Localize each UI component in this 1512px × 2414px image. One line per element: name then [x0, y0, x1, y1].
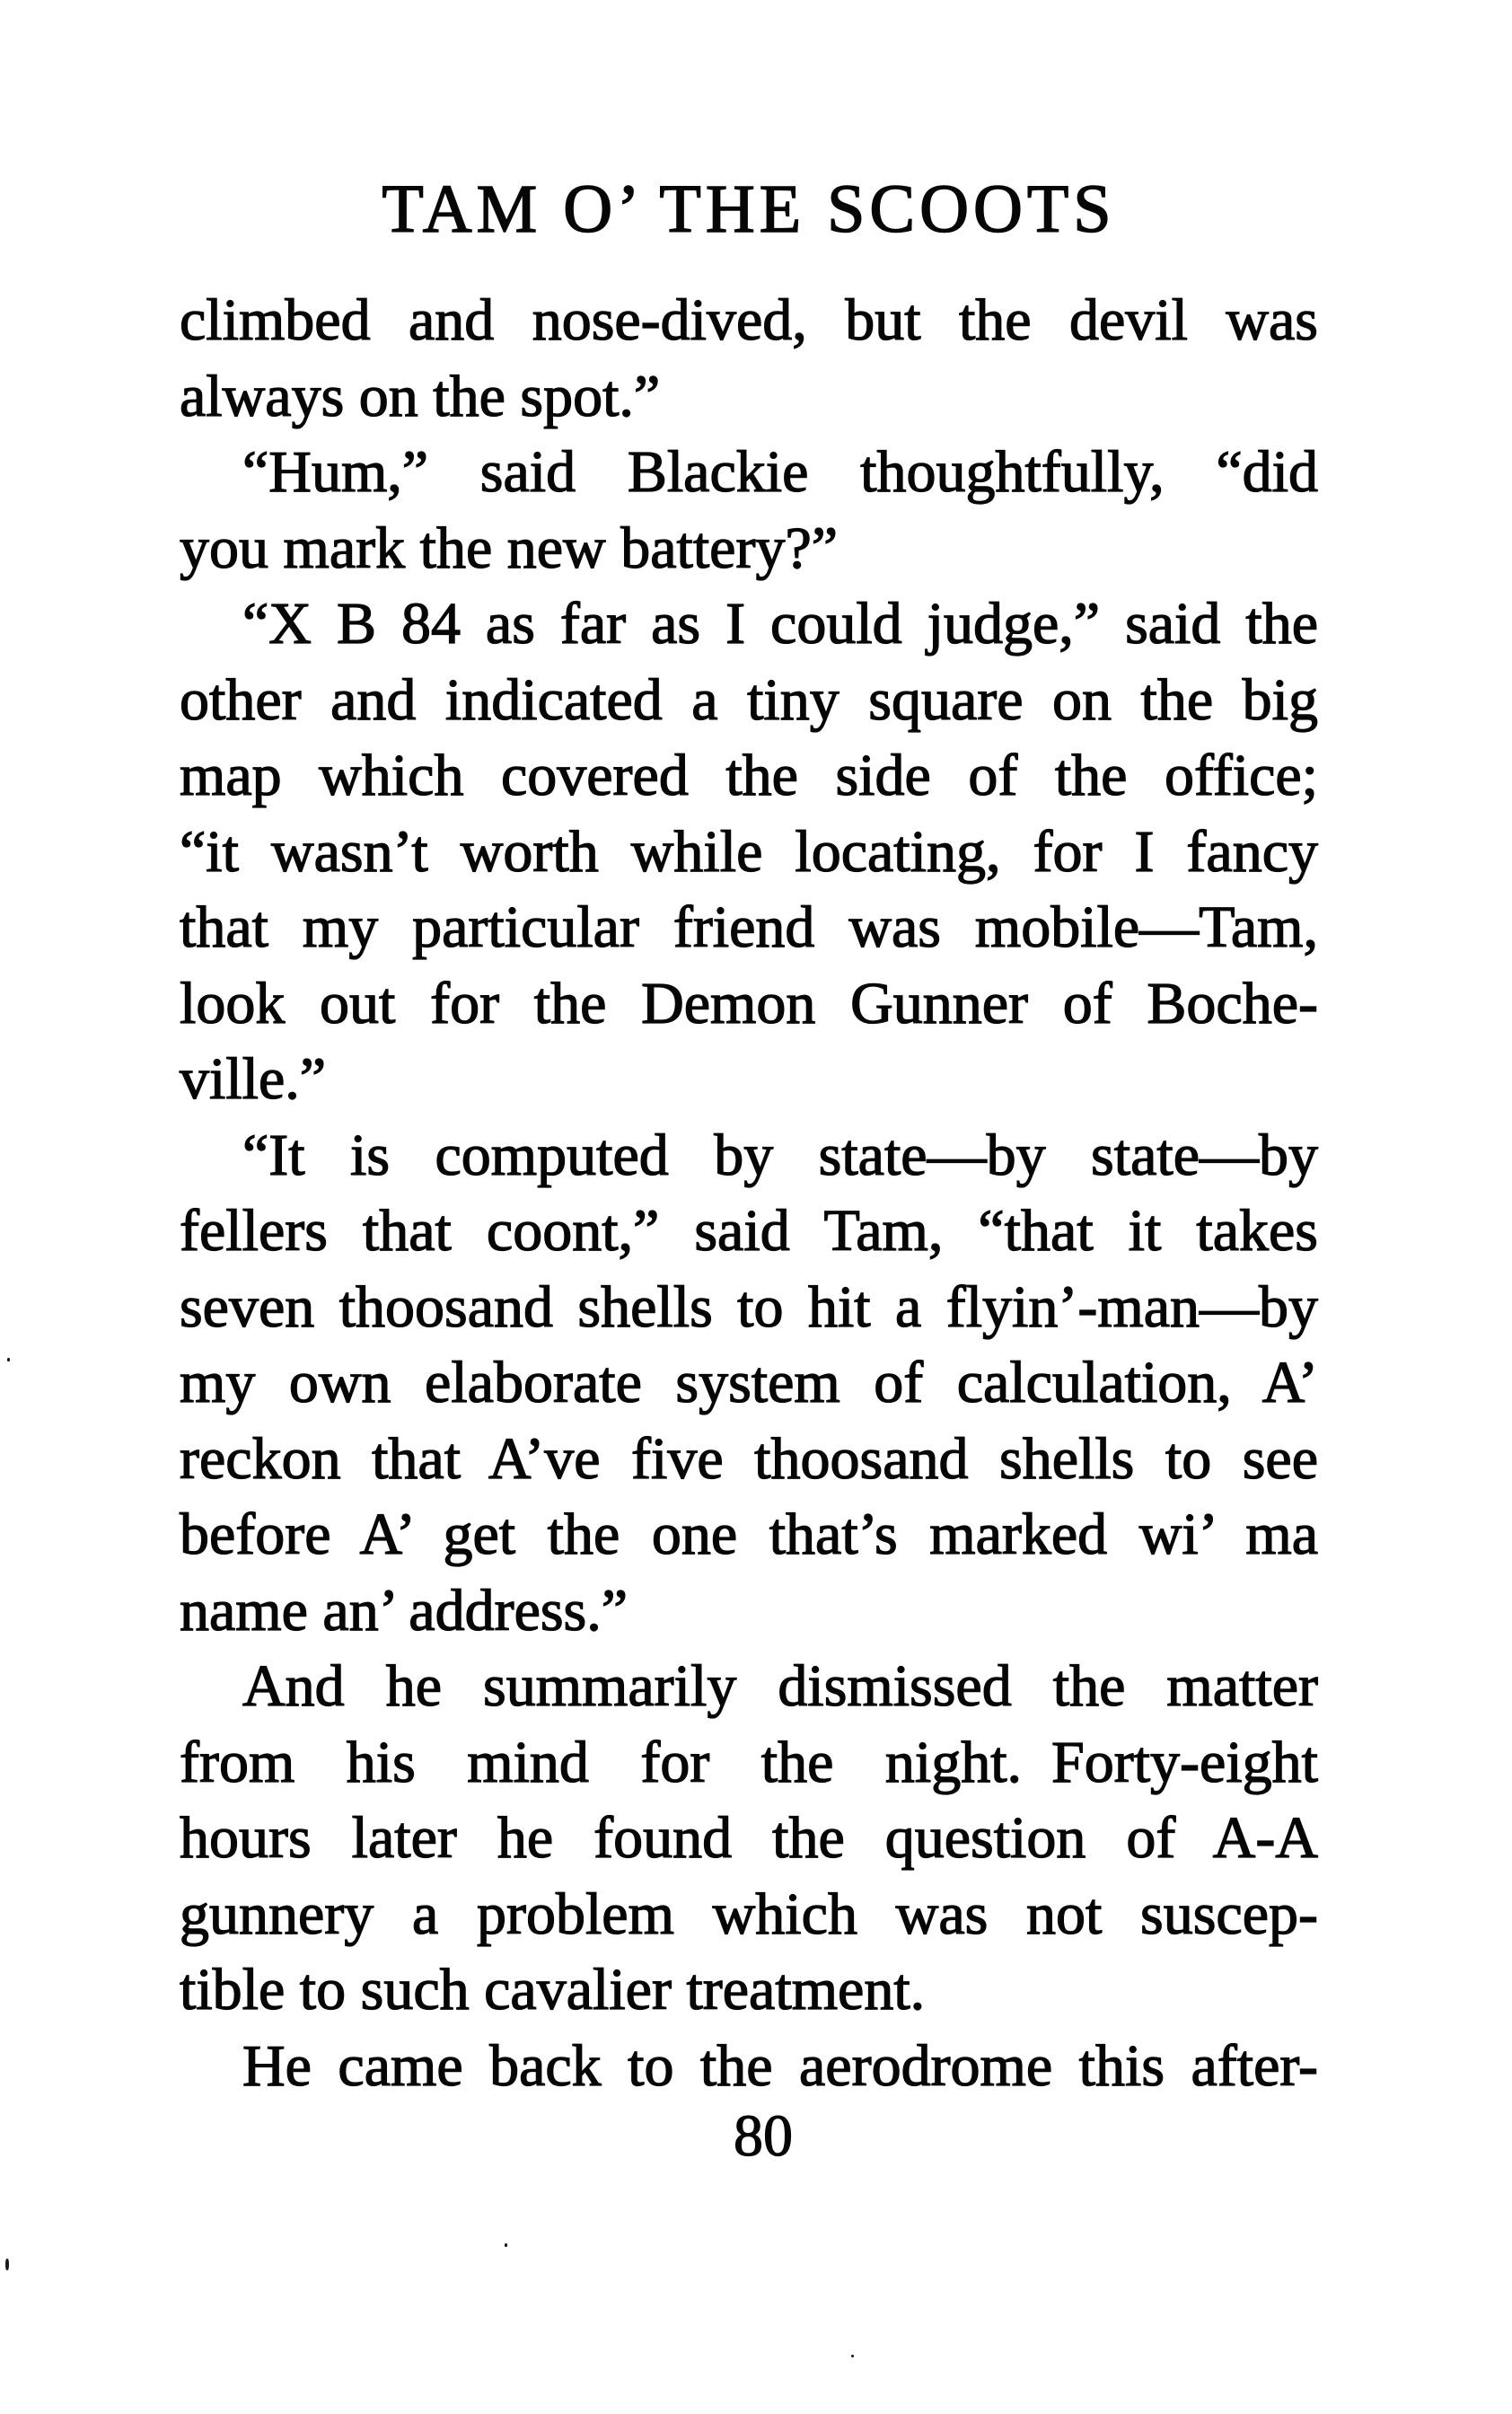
- text-line: climbed and nose-dived, but the devil was: [180, 287, 1318, 353]
- text-line: before A’ get the one that’s marked wi’ ma: [180, 1502, 1318, 1567]
- text-line: And he summarily dismissed the matter: [242, 1653, 1318, 1719]
- scan-speck: [505, 2243, 507, 2247]
- text-line: ville.”: [180, 1046, 327, 1112]
- page-text: [180, 283, 1318, 2104]
- scan-speck: [5, 2259, 9, 2270]
- text-line: seven thoosand shells to hit a flyin’-man—by: [180, 1273, 1318, 1340]
- text-line: gunnery a problem which was not suscep-: [180, 1881, 1318, 1947]
- text-line: fellers that coont,” said Tam, “that it takes: [180, 1198, 1318, 1264]
- text-line: “Hum,” said Blackie thoughtfully, “did: [242, 439, 1318, 505]
- scan-speck: [7, 1358, 10, 1361]
- text-line: name an’ address.”: [180, 1577, 629, 1643]
- text-line: “It is computed by state—by state—by: [242, 1122, 1318, 1188]
- text-line: always on the spot.”: [180, 363, 661, 429]
- text-line: you mark the new battery?”: [180, 515, 839, 581]
- page-number: 80: [734, 2103, 793, 2169]
- text-line: “X B 84 as far as I could judge,” said the: [242, 591, 1318, 656]
- text-line: reckon that A’ve five thoosand shells to see: [180, 1425, 1318, 1492]
- text-line: that my particular friend was mobile—Tam,: [180, 894, 1318, 960]
- text-line: “it wasn’t worth while locating, for I fancy: [180, 818, 1318, 885]
- text-line: other and indicated a tiny square on the big: [180, 666, 1318, 733]
- text-line: He came back to the aerodrome this after-: [242, 2032, 1318, 2099]
- text-line: look out for the Demon Gunner of Boche-: [180, 970, 1318, 1036]
- text-line: my own elaborate system of calculation, A’: [180, 1350, 1318, 1415]
- text-line: hours later he found the question of A-A: [180, 1805, 1318, 1871]
- text-line: tible to such cavalier treatment.: [180, 1957, 926, 2022]
- text-line: map which covered the side of the office;: [180, 743, 1318, 808]
- scan-speck: [851, 2355, 854, 2357]
- text-line: from his mind for the night. Forty-eight: [180, 1729, 1318, 1795]
- running-title: TAM O’ THE SCOOTS: [382, 172, 1116, 247]
